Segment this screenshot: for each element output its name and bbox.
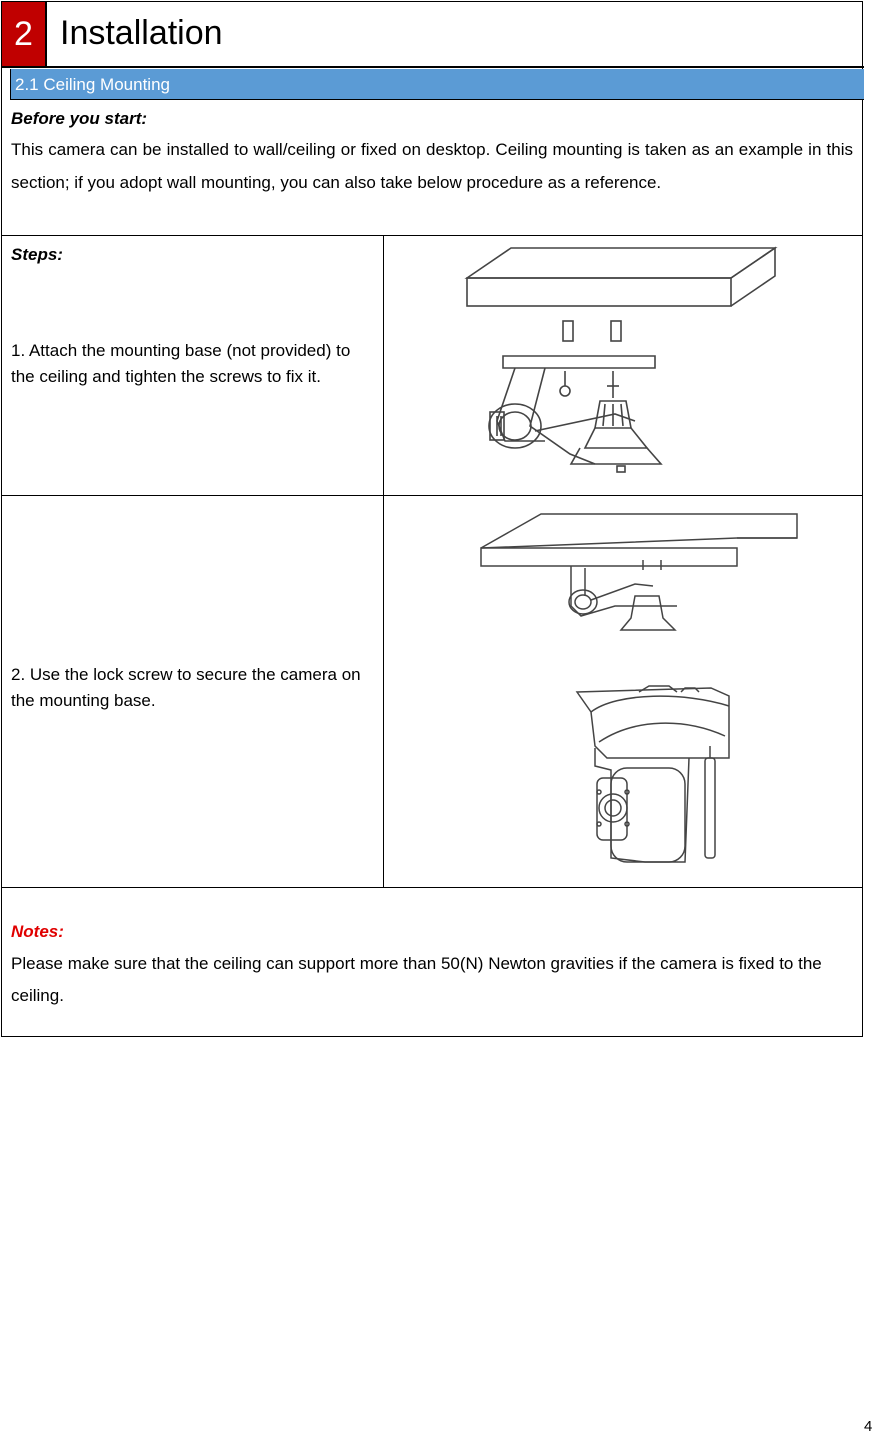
step-1-illustration xyxy=(385,236,862,495)
step-2-cell xyxy=(2,496,384,887)
steps-label: Steps: xyxy=(11,245,63,264)
camera-mounting-illustration xyxy=(385,496,861,886)
step-2-illustration xyxy=(385,496,862,887)
notes-text: Please make sure that the ceiling can support more than 50(N) Newton gravities if the camera is fixed to the ceiling. xyxy=(11,954,822,1005)
step-row-2 xyxy=(2,496,862,888)
chapter-header xyxy=(2,2,864,68)
page-number: 4 xyxy=(864,1418,873,1435)
intro-text: This camera can be installed to wall/ceiling or fixed on desktop. Ceiling mounting is taken as an example in this section; if you adopt wall mounting, you can also take below procedure as a reference. xyxy=(11,140,853,192)
section-title: 2.1 Ceiling Mounting xyxy=(10,69,864,100)
installation-table xyxy=(1,1,863,1037)
step-2-text: 2. Use the lock screw to secure the camera on the mounting base. xyxy=(11,665,361,710)
ceiling-mount-bracket-illustration xyxy=(385,236,861,494)
step-1-text: 1. Attach the mounting base (not provided) to the ceiling and tighten the screws to fix it. xyxy=(11,341,351,386)
intro-block xyxy=(2,100,862,236)
chapter-title: Installation xyxy=(60,14,223,52)
notes-label: Notes: xyxy=(11,922,64,941)
step-row-1 xyxy=(2,236,862,496)
before-you-start-label: Before you start: xyxy=(11,109,148,128)
chapter-number: 2 xyxy=(2,2,47,66)
notes-block xyxy=(2,888,862,1036)
step-1-cell xyxy=(2,236,384,495)
